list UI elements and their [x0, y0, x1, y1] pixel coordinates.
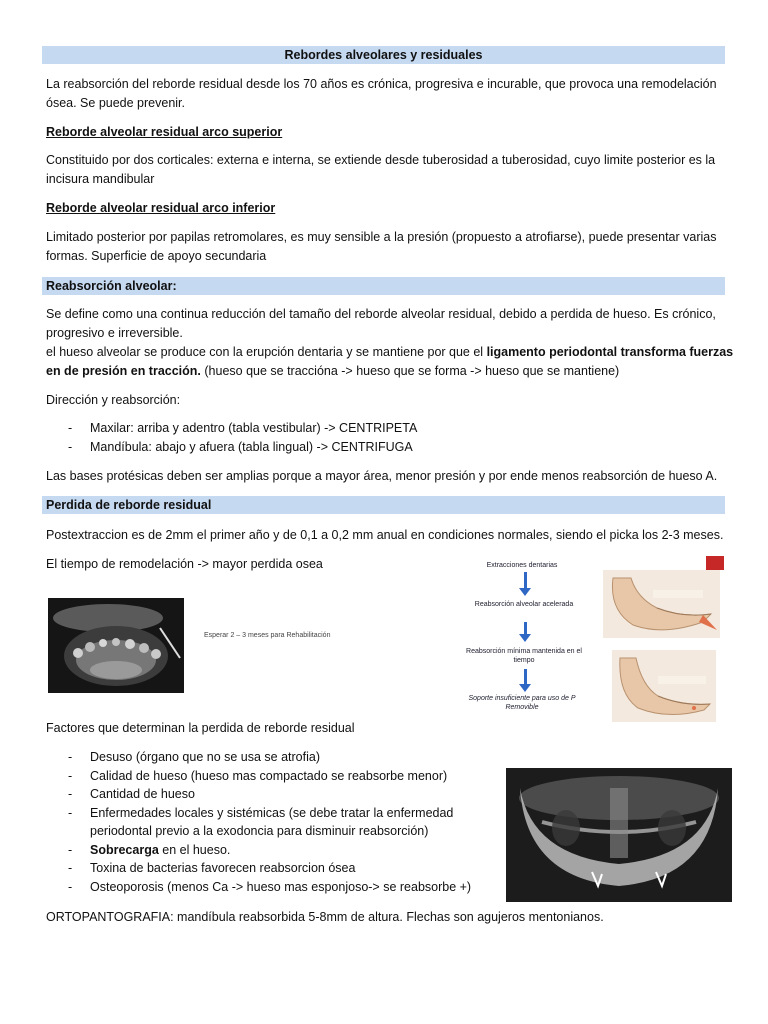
list-item-text: Mandíbula: abajo y afuera (tabla lingual) -> CENTRIFUGA	[90, 439, 413, 454]
intro-paragraph: La reabsorción del reborde residual desde los 70 años es crónica, progresiva e incurable, que provoca una remodelación ósea. Se puede prevenir.	[46, 77, 717, 110]
factores-list	[46, 748, 490, 896]
flow-step-3: Reabsorción mínima mantenida en el tiempo	[466, 648, 582, 664]
list-item: - Maxilar: arriba y adentro (tabla vestibular) -> CENTRIPETA	[68, 421, 418, 435]
flow-step-4: Soporte insuficiente para uso de P Removible	[468, 695, 576, 711]
mandible-illustration-2-graphic	[612, 650, 716, 722]
direccion-list	[46, 419, 740, 456]
text-ligamento-detail: (hueso que se traccióna -> hueso que se forma -> hueso que se mantiene)	[200, 363, 620, 378]
photo-caption: Esperar 2 – 3 meses para Rehabilitación	[204, 632, 331, 639]
list-item: - Osteoporosis (menos Ca -> hueso mas esponjoso-> se reabsorbe +)	[68, 879, 472, 894]
paragraph-arco-superior: Constituido por dos corticales: externa e interna, se extiende desde tuberosidad a tuberosidad, cuyo limite posterior es la incisura mandibular	[46, 153, 716, 186]
flow-step-2: Reabsorción alveolar acelerada	[474, 601, 574, 608]
document-title: Rebordes alveolares y residuales	[42, 46, 725, 64]
list-item: - Sobrecarga en el hueso.	[68, 842, 231, 857]
flow-arrow-3	[524, 669, 527, 685]
list-item: - Cantidad de hueso	[68, 787, 195, 801]
flow-arrowhead-2	[519, 634, 531, 642]
text-ligamento-intro: el hueso alveolar se produce con la erupción dentaria y se mantiene por que el	[46, 345, 487, 359]
text-ligamento-bold: ligamento periodontal transforma fuerzas en de presión en tracción.	[46, 345, 734, 378]
ortopantografia-xray	[506, 768, 732, 902]
flow-step-1: Extracciones dentarias	[486, 562, 558, 569]
mandible-illustration-1	[603, 570, 720, 638]
heading-arco-inferior: Reborde alveolar residual arco inferior	[46, 201, 276, 215]
paragraph-reabsorcion-ligamento	[46, 343, 736, 380]
list-item: - Desuso (órgano que no se usa se atrofia)	[68, 750, 320, 764]
heading-arco-superior: Reborde alveolar residual arco superior	[46, 125, 283, 139]
list-item: - Calidad de hueso (hueso mas compactado se reabsorbe menor)	[68, 768, 448, 783]
list-item-text: Cantidad de hueso	[90, 787, 195, 801]
list-item-text: Toxina de bacterias favorecen reabsorcion ósea	[90, 861, 356, 875]
paragraph-ortopantografia: ORTOPANTOGRAFIA: mandíbula reabsorbida 5-8mm de altura. Flechas son agujeros mentonianos.	[46, 910, 604, 924]
list-item-text: Enfermedades locales y sistémicas (se debe tratar la enfermedad periodontal previo a la exodoncia para disminuir reabsorción)	[90, 805, 454, 838]
direccion-label: Dirección y reabsorción:	[46, 393, 181, 407]
list-item-text: en el hueso.	[158, 842, 231, 857]
intraoral-photo-graphic	[48, 598, 184, 693]
factores-label: Factores que determinan la perdida de reborde residual	[46, 721, 355, 735]
ortopantografia-xray-graphic	[506, 768, 732, 902]
section-header-perdida: Perdida de reborde residual	[42, 496, 725, 514]
list-item: - Mandíbula: abajo y afuera (tabla lingual) -> CENTRIFUGA	[68, 439, 413, 454]
flow-arrowhead-3	[519, 684, 531, 692]
paragraph-bases-protesicas: Las bases protésicas deben ser amplias porque a mayor área, menor presión y por ende menos reabsorción de hueso A.	[46, 469, 718, 483]
intraoral-photo	[48, 598, 184, 693]
mandible-illustration-1-graphic	[603, 570, 720, 638]
section-header-reabsorcion: Reabsorción alveolar:	[42, 277, 725, 295]
mandible-badge	[706, 556, 724, 570]
list-item-text: Calidad de hueso (hueso mas compactado se reabsorbe menor)	[90, 768, 448, 783]
paragraph-reabsorcion-definicion: Se define como una continua reducción del tamaño del reborde alveolar residual, debido a perdida de hueso. Es crónico, progresivo e irreversible.	[46, 307, 716, 340]
paragraph-arco-inferior: Limitado posterior por papilas retromolares, es muy sensible a la presión (propuesto a atrofiarse), puede presentar varias formas. Superficie de apoyo secundaria	[46, 230, 717, 263]
list-item: - Toxina de bacterias favorecen reabsorcion ósea	[68, 861, 356, 875]
list-item-text: Osteoporosis (menos Ca -> hueso mas esponjoso-> se reabsorbe +)	[90, 879, 472, 894]
list-item-text: Desuso (órgano que no se usa se atrofia)	[90, 750, 320, 764]
list-item-text: Maxilar: arriba y adentro (tabla vestibular) -> CENTRIPETA	[90, 421, 418, 435]
list-item: - Enfermedades locales y sistémicas (se debe tratar la enfermedad periodontal previo a la exodoncia para disminuir reabsorción)	[68, 805, 454, 838]
mandible-illustration-2	[612, 650, 716, 722]
paragraph-postextraccion: Postextraccion es de 2mm el primer año y de 0,1 a 0,2 mm anual en condiciones normales, siendo el picka los 2-3 meses.	[46, 528, 724, 542]
flow-arrowhead-1	[519, 588, 531, 596]
list-item-bold: Sobrecarga	[90, 842, 159, 857]
paragraph-tiempo-remodelacion: El tiempo de remodelación -> mayor perdida osea	[46, 557, 323, 571]
